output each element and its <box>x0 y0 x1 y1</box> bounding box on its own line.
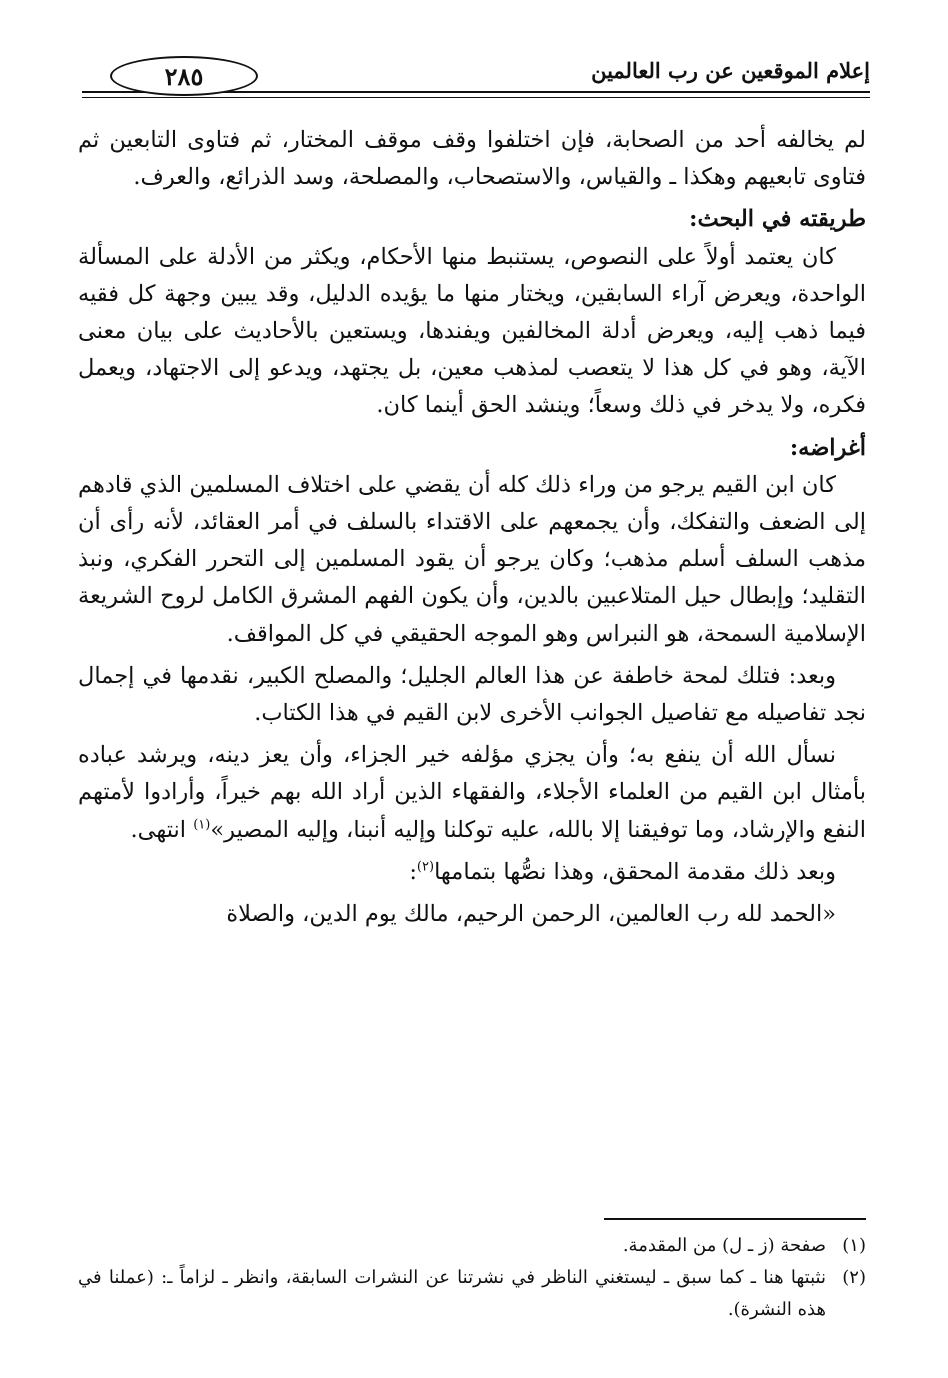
paragraph-6-end: : <box>409 858 417 885</box>
footnote-2-text: نثبتها هنا ـ كما سبق ـ ليستغني الناظر في نشرتنا عن النشرات السابقة، وانظر ـ لزاماً ـ: (عملنا في هذه النشرة). <box>78 1267 826 1320</box>
footnote-ref-1: (١) <box>193 817 211 833</box>
header-rule-thin <box>82 97 870 98</box>
page-number: ٢٨٥ <box>164 61 204 91</box>
paragraph-5 <box>78 737 866 849</box>
paragraph-5-end: انتهى. <box>130 816 194 843</box>
paragraph-1: لم يخالفه أحد من الصحابة، فإن اختلفوا وقف موقف المختار، ثم فتاوى التابعين ثم فتاوى تابعيهم وهكذا ـ والقياس، والاستصحاب، والمصلحة، وسد الذرائع، والعرف. <box>78 127 866 191</box>
paragraph-3: كان ابن القيم يرجو من وراء ذلك كله أن يقضي على اختلاف المسلمين الذي قادهم إلى الضعف والتفكك، وأن يجمعهم على الاقتداء بالسلف في أمر العقائد، لأنه رأى أن مذهب السلف أسلم مذهب؛ وكان يرجو أن يقود المسلمين إلى التحرر الفكري، ونبذ التقليد؛ وإبطال حيل المتلاعبين بالدين، وأن يكون الفهم المشرق الكامل لروح الشريعة الإسلامية السمحة، هو النبراس وهو الموجه الحقيقي في كل المواقف. <box>78 471 866 647</box>
footnotes <box>78 1230 866 1326</box>
paragraph-5-text: نسأل الله أن ينفع به؛ وأن يجزي مؤلفه خير الجزاء، وأن يعز دينه، ويرشد عباده بأمثال ابن القيم من العلماء الأجلاء، والفقهاء الذين أراد الله بهم خيراً، وأرادوا لأمتهم النفع والإرشاد، وما توفيقنا إلا بالله، عليه توكلنا وإليه أنبنا، وإليه المصير» <box>78 742 866 843</box>
paragraph-7: «الحمد لله رب العالمين، الرحمن الرحيم، مالك يوم الدين، والصلاة <box>226 901 836 928</box>
footnote-ref-2: (٢) <box>416 859 435 875</box>
footnote-2 <box>78 1262 866 1326</box>
footnote-separator <box>604 1218 866 1220</box>
running-title: إعلام الموقعين عن رب العالمين <box>591 58 870 83</box>
footnote-1 <box>78 1230 866 1262</box>
heading-method: طريقته في البحث: <box>689 206 866 233</box>
footnote-1-number: (١) <box>842 1235 866 1256</box>
heading-aims: أغراضه: <box>789 434 866 461</box>
paragraph-6 <box>78 854 866 891</box>
paragraph-2: كان يعتمد أولاً على النصوص، يستنبط منها الأحكام، ويكثر من الأدلة على المسألة الواحدة، ويعرض آراء السابقين، ويختار منها ما يؤيده الدليل، وقد يبين وجهة كل فقيه فيما ذهب إليه، ويعرض أدلة المخالفين ويفندها، ويستعين بالأحاديث على بيان معنى الآية، وهو في كل هذا لا يتعصب لمذهب معين، بل يجتهد، ويدعو إلى الاجتهاد، ويعمل فكره، ولا يدخر في ذلك وسعاً؛ وينشد الحق أينما كان. <box>78 243 866 419</box>
footnote-2-number: (٢) <box>842 1267 866 1288</box>
paragraph-4: وبعد: فتلك لمحة خاطفة عن هذا العالم الجليل؛ والمصلح الكبير، نقدمها في إجمال نجد تفاصيله مع تفاصيل الجوانب الأخرى لابن القيم في هذا الكتاب. <box>78 662 866 727</box>
footnote-1-text: صفحة (ز ـ ل) من المقدمة. <box>622 1235 826 1256</box>
body-text <box>78 122 866 933</box>
page-number-oval <box>110 56 258 96</box>
page-header <box>82 54 870 116</box>
paragraph-6-text: وبعد ذلك مقدمة المحقق، وهذا نصُّها بتمامها <box>434 858 836 885</box>
